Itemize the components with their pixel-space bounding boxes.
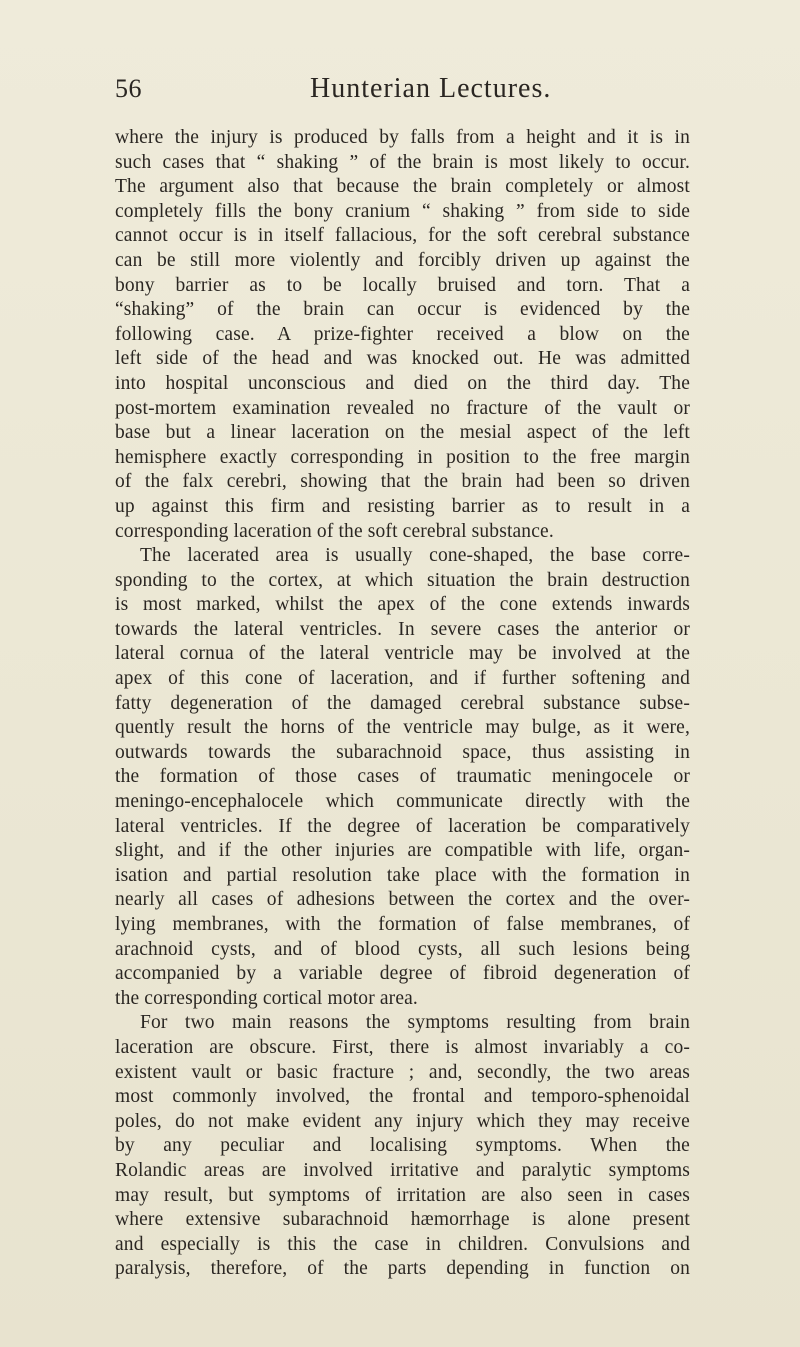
text-line: cannot occur is in itself fallacious, for the soft cerebral substance	[115, 225, 690, 247]
text-line: slight, and if the other injuries are compatible with life, organ-	[115, 840, 690, 862]
text-line: laceration are obscure. First, there is almost invariably a co-	[115, 1036, 690, 1058]
text-line: quently result the horns of the ventricle may bulge, as it were,	[115, 717, 690, 739]
text-line: such cases that “ shaking ” of the brain is most likely to occur.	[115, 151, 690, 173]
text-line: up against this firm and resisting barrier as to result in a	[115, 495, 690, 517]
text-line: poles, do not make evident any injury which they may receive	[115, 1110, 690, 1132]
text-line: accompanied by a variable degree of fibroid degeneration of	[115, 963, 690, 985]
text-line: may result, but symptoms of irritation are also seen in cases	[115, 1184, 690, 1206]
text-line: corresponding laceration of the soft cerebral substance.	[115, 520, 554, 542]
text-line: fatty degeneration of the damaged cerebral substance subse-	[115, 692, 690, 714]
text-line: where the injury is produced by falls from a height and it is in	[115, 127, 690, 148]
text-line: outwards towards the subarachnoid space, thus assisting in	[115, 741, 690, 763]
text-line: into hospital unconscious and died on the third day. The	[115, 372, 690, 394]
text-line: the formation of those cases of traumatic meningocele or	[115, 766, 690, 788]
text-line: hemisphere exactly corresponding in position to the free margin	[115, 446, 690, 468]
text-line: The argument also that because the brain completely or almost	[115, 176, 690, 198]
text-line: paralysis, therefore, of the parts depending in function on	[115, 1258, 690, 1280]
running-title: Hunterian Lectures.	[310, 73, 552, 104]
text-line: post-mortem examination revealed no fracture of the vault or	[115, 397, 690, 419]
text-line: For two main reasons the symptoms resulting from brain	[140, 1012, 690, 1034]
text-line: lying membranes, with the formation of false membranes, of	[115, 914, 690, 935]
text-line: existent vault or basic fracture ; and, secondly, the two areas	[115, 1061, 690, 1083]
text-line: where extensive subarachnoid hæmorrhage is alone present	[115, 1209, 690, 1231]
text-line: base but a linear laceration on the mesial aspect of the left	[115, 422, 690, 444]
text-line: the corresponding cortical motor area.	[115, 987, 418, 1009]
text-line: by any peculiar and localising symptoms. When the	[115, 1135, 690, 1157]
text-line: “shaking” of the brain can occur is evidenced by the	[115, 299, 690, 321]
text-line: left side of the head and was knocked out. He was admitted	[115, 348, 690, 370]
text-line: following case. A prize-fighter received a blow on the	[115, 323, 690, 345]
text-line: nearly all cases of adhesions between the cortex and the over-	[115, 889, 690, 911]
text-line: Rolandic areas are involved irritative and paralytic symptoms	[115, 1159, 690, 1181]
text-line: towards the lateral ventricles. In severe cases the anterior or	[115, 618, 690, 640]
text-line: can be still more violently and forcibly driven up against the	[115, 249, 690, 271]
text-line: sponding to the cortex, at which situation the brain destruction	[115, 569, 690, 591]
text-line: isation and partial resolution take place with the formation in	[115, 864, 690, 886]
page-header	[115, 74, 705, 114]
text-line: most commonly involved, the frontal and temporo-sphenoidal	[115, 1086, 690, 1108]
text-line: bony barrier as to be locally bruised and torn. That a	[115, 274, 690, 296]
text-line: meningo-encephalocele which communicate directly with the	[115, 791, 690, 813]
text-line: arachnoid cysts, and of blood cysts, all such lesions being	[115, 938, 690, 960]
text-line: and especially is this the case in children. Convulsions and	[115, 1233, 690, 1255]
text-line: The lacerated area is usually cone-shaped, the base corre-	[140, 545, 690, 567]
text-line: lateral cornua of the lateral ventricle may be involved at the	[115, 643, 690, 665]
text-line: is most marked, whilst the apex of the cone extends inwards	[115, 594, 690, 616]
page-number: 56	[115, 74, 142, 103]
text-line: completely fills the bony cranium “ shaking ” from side to side	[115, 200, 690, 222]
text-line: of the falx cerebri, showing that the brain had been so driven	[115, 471, 690, 493]
text-line: apex of this cone of laceration, and if further softening and	[115, 668, 690, 690]
body-text	[115, 126, 690, 1282]
text-line: lateral ventricles. If the degree of laceration be comparatively	[115, 815, 690, 837]
